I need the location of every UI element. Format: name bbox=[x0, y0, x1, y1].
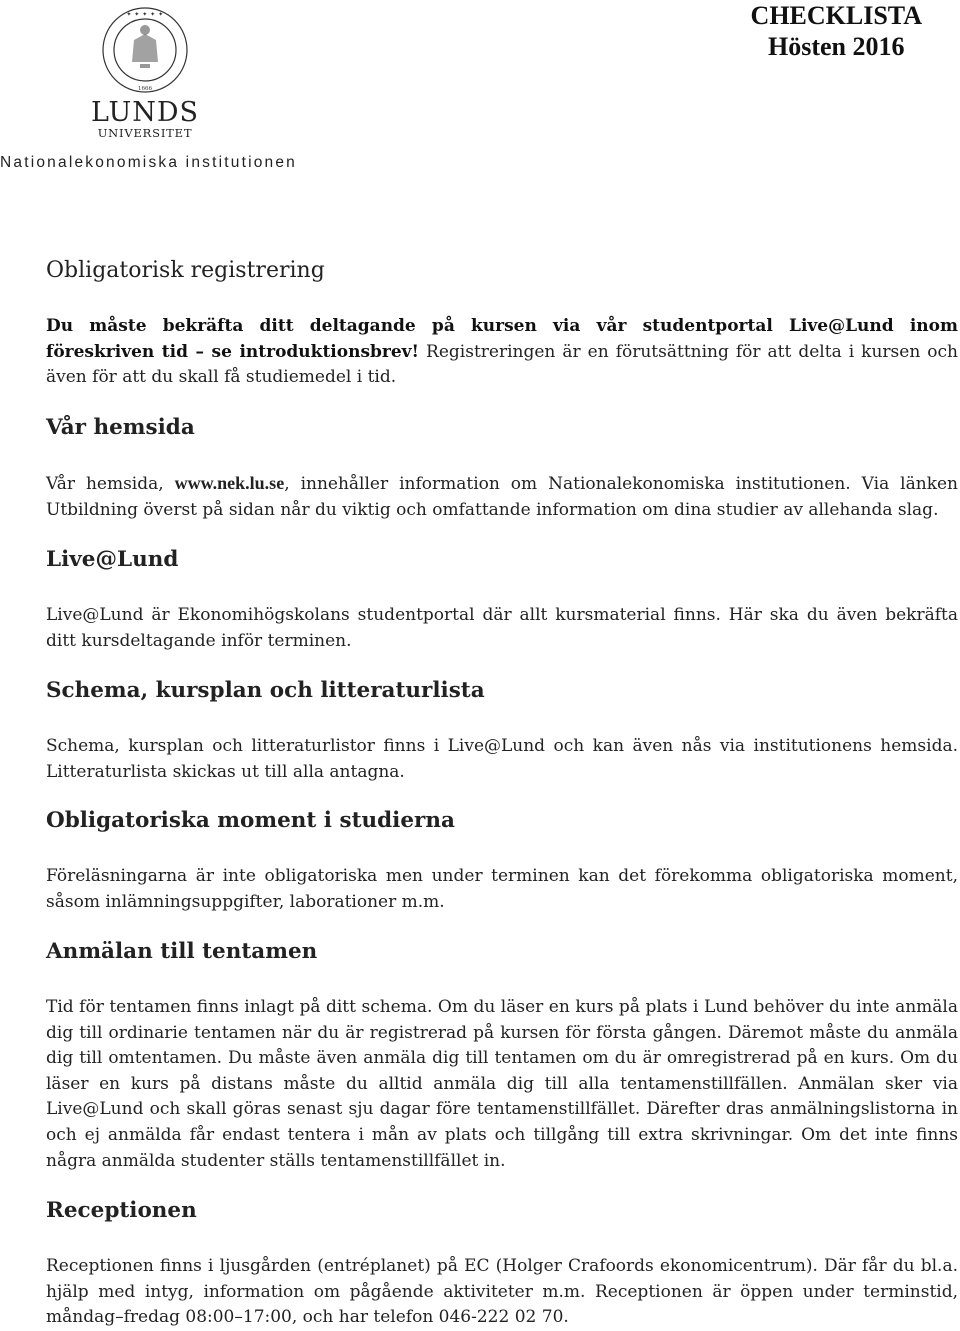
term-title: Hösten 2016 bbox=[768, 32, 905, 61]
section-schedule bbox=[46, 676, 958, 785]
heading-mandatory: Obligatoriska moment i studierna bbox=[46, 808, 455, 833]
section-website bbox=[46, 413, 958, 523]
exam-text: Tid för tentamen finns inlagt på ditt schema. Om du läser en kurs på plats i Lund behöver du inte anmäla dig till ordinarie tentamen när du är registrerad på kursen för första gången. Däremot måste du anmäla dig till omtentamen. Du måste även anmäla dig till tentamen om du är omregistrerad på en kurs. Om du läser en kurs på distans måste du alltid anmäla dig till alla tentamenstillfällen. Anmälan sker via Live@Lund och skall göras senast sju dagar före tentamenstillfället. Därefter dras anmälningslistorna in och ej anmälda får endast tentera i mån av plats och tillgång till extra skrivningar. Om det inte finns några anmälda studenter ställs tentamenstillfället in. bbox=[46, 997, 958, 1171]
heading-website: Vår hemsida bbox=[46, 415, 195, 440]
logo-wordmark-bottom: UNIVERSITET bbox=[97, 126, 193, 140]
registration-bold-text: Du måste bekräfta ditt deltagande på kursen via vår studentportal Live@Lund inom föreskriven tid – se introduktionsbrev! bbox=[46, 316, 958, 362]
university-seal-icon bbox=[90, 4, 200, 144]
section-reception bbox=[46, 1196, 958, 1331]
heading-livelund: Live@Lund bbox=[46, 547, 179, 572]
livelund-text: Live@Lund är Ekonomihögskolans studentportal där allt kursmaterial finns. Här ska du även bekräfta ditt kursdeltagande inför terminen. bbox=[46, 605, 958, 651]
heading-reception: Receptionen bbox=[46, 1198, 197, 1223]
svg-text:1666: 1666 bbox=[138, 86, 152, 92]
website-text bbox=[46, 471, 958, 523]
svg-text:✦ ✦ ✦ ✦ ✦: ✦ ✦ ✦ ✦ ✦ bbox=[126, 11, 164, 18]
schedule-text: Schema, kursplan och litteraturlistor finns i Live@Lund och kan även nås via institutionens hemsida. Litteraturlista skickas ut till alla antagna. bbox=[46, 736, 958, 782]
website-link[interactable]: www.nek.lu.se bbox=[174, 473, 285, 493]
section-livelund bbox=[46, 545, 958, 654]
title-block bbox=[751, 0, 922, 62]
department-name: Nationalekonomiska institutionen bbox=[0, 154, 298, 171]
section-mandatory bbox=[46, 806, 958, 915]
registration-plain-text: Registreringen är en förutsättning för att delta i kursen och även för att du skall få studiemedel i tid. bbox=[46, 341, 959, 388]
heading-exam: Anmälan till tentamen bbox=[46, 939, 318, 964]
mandatory-text: Föreläsningarna är inte obligatoriska men under terminen kan det förekomma obligatoriska moment, såsom inlämningsuppgifter, laborationer m.m. bbox=[46, 866, 958, 912]
logo-wordmark-top: LUNDS bbox=[91, 97, 199, 128]
website-text-before: Vår hemsida, bbox=[46, 474, 175, 494]
heading-schedule: Schema, kursplan och litteraturlista bbox=[46, 678, 485, 703]
heading-registration: Obligatorisk registrering bbox=[46, 258, 325, 283]
section-registration bbox=[46, 256, 958, 391]
website-text-after: , innehåller information om Nationalekonomiska institutionen. Via länken Utbildning överst på sidan når du viktig och omfattande information om dina studier av allehanda slag. bbox=[46, 474, 959, 520]
section-exam bbox=[46, 937, 958, 1174]
page-header bbox=[0, 0, 960, 200]
reception-text: Receptionen finns i ljusgården (entréplanet) på EC (Holger Crafoords ekonomicentrum). Där får du bl.a. hjälp med intyg, information om pågående aktiviteter m.m. Receptionen är öppen under terminstid, måndag–fredag 08:00–17:00, och har telefon 046-222 02 70. bbox=[46, 1256, 958, 1328]
checklist-title: CHECKLISTA bbox=[750, 1, 922, 30]
registration-text bbox=[46, 314, 958, 391]
